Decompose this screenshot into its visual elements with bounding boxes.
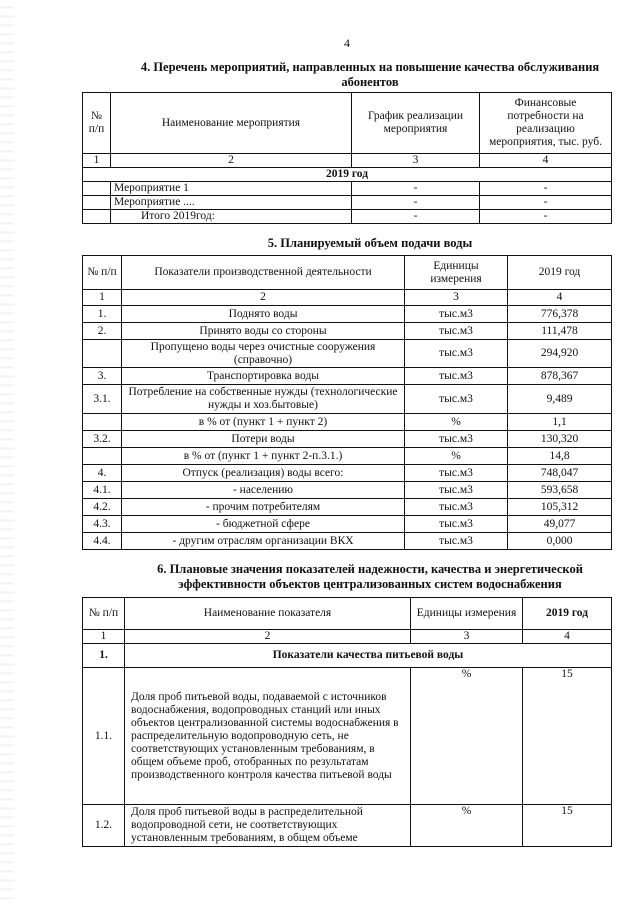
section5-heading: 5. Планируемый объем подачи воды xyxy=(267,236,473,250)
table-row xyxy=(83,533,612,550)
column-index-row xyxy=(83,630,612,644)
table-header-row xyxy=(83,598,612,630)
row-name: Принято воды со стороны xyxy=(122,323,405,340)
row-name: Потребление на собственные нужды (технологические нужды и хоз.бытовые) xyxy=(122,385,405,414)
row-unit: тыс.м3 xyxy=(405,306,508,323)
row-schedule: - xyxy=(352,182,480,196)
row-no: 3.1. xyxy=(83,385,122,414)
section4-heading-line2: абонентов xyxy=(341,75,399,89)
row-name: Итого 2019год: xyxy=(111,210,352,224)
row-value: 14,8 xyxy=(508,448,612,465)
row-name: Поднято воды xyxy=(122,306,405,323)
row-no xyxy=(83,448,122,465)
table-row xyxy=(83,340,612,368)
index-cell: 2 xyxy=(122,290,405,306)
row-no: 4. xyxy=(83,465,122,482)
row-value: 748,047 xyxy=(508,465,612,482)
table-row-total xyxy=(83,210,612,224)
section5-table xyxy=(82,255,612,550)
col-header-name: Наименование мероприятия xyxy=(111,93,352,154)
row-value: 15 xyxy=(523,805,612,847)
row-name: - бюджетной сфере xyxy=(122,516,405,533)
row-finance: - xyxy=(480,182,612,196)
index-cell: 4 xyxy=(480,154,612,168)
row-no: 4.4. xyxy=(83,533,122,550)
index-cell: 3 xyxy=(405,290,508,306)
col-header-no: № п/п xyxy=(83,93,111,154)
col-header-no: № п/п xyxy=(83,256,122,290)
col-header-schedule: График реализации мероприятия xyxy=(352,93,480,154)
col-header-year: 2019 год xyxy=(508,256,612,290)
row-value: 0,000 xyxy=(508,533,612,550)
table-row xyxy=(83,196,612,210)
row-no: 3.2. xyxy=(83,431,122,448)
table-row xyxy=(83,448,612,465)
col-header-year: 2019 год xyxy=(523,598,612,630)
index-cell: 2 xyxy=(111,154,352,168)
row-name: - другим отраслям организации ВКХ xyxy=(122,533,405,550)
year-row xyxy=(83,168,612,182)
table-row xyxy=(83,182,612,196)
year-label: 2019 год xyxy=(83,168,612,182)
col-header-name: Показатели производственной деятельности xyxy=(122,256,405,290)
table-header-row xyxy=(83,93,612,154)
row-name: Доля проб питьевой воды, подаваемой с источников водоснабжения, водопроводных станций или иных объектов централизованной системы водоснабжения в распределительную водопроводную сеть, не соответствующих установленным требованиям, в общем объеме проб, отобранных по результатам производственного контроля качества питьевой воды xyxy=(125,668,411,805)
row-unit: тыс.м3 xyxy=(405,499,508,516)
row-no xyxy=(83,182,111,196)
row-name: в % от (пункт 1 + пункт 2-п.3.1.) xyxy=(122,448,405,465)
row-value: 105,312 xyxy=(508,499,612,516)
table-row xyxy=(83,368,612,385)
row-no: 4.3. xyxy=(83,516,122,533)
row-finance: - xyxy=(480,210,612,224)
table-row xyxy=(83,465,612,482)
table-row xyxy=(83,323,612,340)
row-value: 776,378 xyxy=(508,306,612,323)
section4-heading xyxy=(120,60,620,90)
row-no: 3. xyxy=(83,368,122,385)
row-unit: тыс.м3 xyxy=(405,465,508,482)
col-header-unit: Единицы измерения xyxy=(411,598,523,630)
row-name: Потери воды xyxy=(122,431,405,448)
row-value: 49,077 xyxy=(508,516,612,533)
row-unit: тыс.м3 xyxy=(405,340,508,368)
row-name: Мероприятие 1 xyxy=(111,182,352,196)
row-name: в % от (пункт 1 + пункт 2) xyxy=(122,414,405,431)
row-unit: тыс.м3 xyxy=(405,482,508,499)
row-value: 593,658 xyxy=(508,482,612,499)
col-header-no: № п/п xyxy=(83,598,125,630)
section4-heading-line1: 4. Перечень мероприятий, направленных на повышение качества обслуживания xyxy=(140,60,600,74)
row-name: Отпуск (реализация) воды всего: xyxy=(122,465,405,482)
row-unit: тыс.м3 xyxy=(405,368,508,385)
row-unit: % xyxy=(405,448,508,465)
table-header-row xyxy=(83,256,612,290)
row-name: - населению xyxy=(122,482,405,499)
group-no: 1. xyxy=(83,644,125,668)
table-row xyxy=(83,668,612,805)
section6-heading xyxy=(110,562,630,592)
row-name: Мероприятие .... xyxy=(111,196,352,210)
row-unit: тыс.м3 xyxy=(405,385,508,414)
index-cell: 1 xyxy=(83,290,122,306)
row-value: 130,320 xyxy=(508,431,612,448)
row-no: 1.1. xyxy=(83,668,125,805)
row-value: 9,489 xyxy=(508,385,612,414)
row-name: Транспортировка воды xyxy=(122,368,405,385)
row-no: 4.1. xyxy=(83,482,122,499)
row-no: 1.2. xyxy=(83,805,125,847)
row-unit: тыс.м3 xyxy=(405,516,508,533)
row-unit: тыс.м3 xyxy=(405,533,508,550)
table-row xyxy=(83,385,612,414)
table-row xyxy=(83,414,612,431)
row-unit: % xyxy=(411,805,523,847)
row-value: 111,478 xyxy=(508,323,612,340)
row-unit: тыс.м3 xyxy=(405,431,508,448)
section4-table xyxy=(82,92,612,224)
index-cell: 4 xyxy=(523,630,612,644)
table-row xyxy=(83,306,612,323)
section6-heading-line1: 6. Плановые значения показателей надежности, качества и энергетической xyxy=(157,562,583,576)
row-unit: % xyxy=(411,668,523,805)
group-title: Показатели качества питьевой воды xyxy=(125,644,612,668)
group-row xyxy=(83,644,612,668)
row-value: 15 xyxy=(523,668,612,805)
column-index-row xyxy=(83,290,612,306)
row-no: 4.2. xyxy=(83,499,122,516)
row-value: 878,367 xyxy=(508,368,612,385)
table-row xyxy=(83,431,612,448)
scan-edge-artifact xyxy=(0,0,14,905)
col-header-unit: Единицы измерения xyxy=(405,256,508,290)
table-row xyxy=(83,482,612,499)
index-cell: 3 xyxy=(411,630,523,644)
table-row xyxy=(83,516,612,533)
column-index-row xyxy=(83,154,612,168)
index-cell: 1 xyxy=(83,154,111,168)
table-row xyxy=(83,499,612,516)
row-unit: тыс.м3 xyxy=(405,323,508,340)
row-name: - прочим потребителям xyxy=(122,499,405,516)
row-unit: % xyxy=(405,414,508,431)
row-finance: - xyxy=(480,196,612,210)
row-value: 294,920 xyxy=(508,340,612,368)
col-header-name: Наименование показателя xyxy=(125,598,411,630)
row-value: 1,1 xyxy=(508,414,612,431)
row-name: Доля проб питьевой воды в распределительной водопроводной сети, не соответствующих установленным требованиям, в общем объеме xyxy=(125,805,411,847)
page-number: 4 xyxy=(344,36,350,50)
index-cell: 2 xyxy=(125,630,411,644)
row-no xyxy=(83,414,122,431)
row-no: 1. xyxy=(83,306,122,323)
index-cell: 1 xyxy=(83,630,125,644)
section6-table xyxy=(82,597,612,847)
row-name: Пропущено воды через очистные сооружения (справочно) xyxy=(122,340,405,368)
index-cell: 4 xyxy=(508,290,612,306)
row-no xyxy=(83,196,111,210)
row-no: 2. xyxy=(83,323,122,340)
table-row xyxy=(83,805,612,847)
row-schedule: - xyxy=(352,196,480,210)
row-no xyxy=(83,340,122,368)
col-header-finance: Финансовые потребности на реализацию мероприятия, тыс. руб. xyxy=(480,93,612,154)
index-cell: 3 xyxy=(352,154,480,168)
section6-heading-line2: эффективности объектов централизованных систем водоснабжения xyxy=(178,577,562,591)
row-no xyxy=(83,210,111,224)
row-schedule: - xyxy=(352,210,480,224)
